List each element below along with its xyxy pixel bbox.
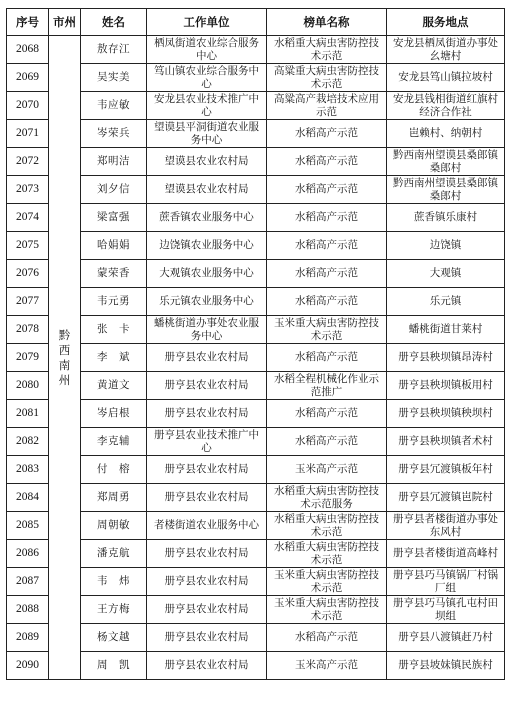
- header-seq: 序号: [7, 9, 49, 36]
- cell-place: [387, 456, 505, 484]
- cell-place-text: 册亨县秧坝镇秧坝村: [398, 407, 493, 419]
- cell-seq: 2089: [7, 624, 49, 652]
- cell-unit-text: 册亨县农业技术推广中心: [154, 428, 259, 454]
- cell-unit: [147, 288, 267, 316]
- cell-seq: 2081: [7, 400, 49, 428]
- cell-list: [267, 372, 387, 400]
- cell-place: [387, 316, 505, 344]
- cell-place: [387, 568, 505, 596]
- cell-unit-text: 册亨县农业农村局: [164, 631, 249, 643]
- cell-name: 吴实美: [81, 64, 147, 92]
- cell-name: 王方梅: [81, 596, 147, 624]
- cell-seq: 2068: [7, 36, 49, 64]
- header-place: 服务地点: [387, 9, 505, 36]
- cell-name: 李克辅: [81, 428, 147, 456]
- cell-list-text: 水稻高产示范: [295, 211, 358, 223]
- cell-list: [267, 484, 387, 512]
- cell-list: [267, 288, 387, 316]
- cell-place-text: 边饶镇: [429, 239, 462, 251]
- cell-seq: 2083: [7, 456, 49, 484]
- cell-list: [267, 64, 387, 92]
- cell-unit-text: 册亨县农业农村局: [164, 351, 249, 363]
- cell-list: [267, 344, 387, 372]
- cell-unit: [147, 92, 267, 120]
- cell-list-text: 玉米高产示范: [295, 659, 358, 671]
- cell-list: [267, 176, 387, 204]
- cell-unit-text: 笃山镇农业综合服务中心: [154, 64, 259, 90]
- cell-unit: [147, 204, 267, 232]
- cell-unit: [147, 316, 267, 344]
- cell-city: [49, 36, 81, 680]
- cell-unit: [147, 456, 267, 484]
- cell-unit-text: 册亨县农业农村局: [164, 463, 249, 475]
- cell-place-text: 册亨县者楼街道高峰村: [393, 547, 498, 559]
- cell-place: [387, 540, 505, 568]
- cell-place: [387, 372, 505, 400]
- cell-list-text: 水稻高产示范: [295, 295, 358, 307]
- cell-unit: [147, 232, 267, 260]
- cell-place: [387, 400, 505, 428]
- cell-list: [267, 652, 387, 680]
- cell-unit: [147, 400, 267, 428]
- cell-unit-text: 蔗香镇农业服务中心: [159, 211, 254, 223]
- cell-unit-text: 边饶镇农业服务中心: [159, 239, 254, 251]
- cell-place: [387, 652, 505, 680]
- table-row: [7, 260, 505, 288]
- cell-unit-text: 安龙县农业技术推广中心: [154, 92, 259, 118]
- cell-place-text: 蟠桃街道甘莱村: [408, 323, 483, 335]
- cell-name: 岑启根: [81, 400, 147, 428]
- cell-name: 黄道文: [81, 372, 147, 400]
- cell-place-text: 册亨县冗渡镇岜院村: [398, 491, 493, 503]
- cell-list: [267, 428, 387, 456]
- cell-seq: 2078: [7, 316, 49, 344]
- cell-name: 周 凯: [81, 652, 147, 680]
- cell-unit-text: 蟠桃街道办事处农业服务中心: [154, 316, 259, 342]
- cell-unit: [147, 120, 267, 148]
- cell-unit-text: 册亨县农业农村局: [164, 547, 249, 559]
- cell-name: 敖存江: [81, 36, 147, 64]
- cell-name: 杨文越: [81, 624, 147, 652]
- table-row: [7, 372, 505, 400]
- cell-name: 郑明洁: [81, 148, 147, 176]
- cell-list-text: 水稻重大病虫害防控技术示范: [274, 36, 379, 62]
- table-row: [7, 176, 505, 204]
- cell-place: [387, 148, 505, 176]
- cell-place-text: 安龙县笃山镇拉坡村: [398, 71, 493, 83]
- table-row: [7, 232, 505, 260]
- cell-unit: [147, 64, 267, 92]
- cell-unit: [147, 484, 267, 512]
- table-row: [7, 540, 505, 568]
- cell-list: [267, 36, 387, 64]
- cell-list: [267, 540, 387, 568]
- cell-seq: 2069: [7, 64, 49, 92]
- cell-seq: 2085: [7, 512, 49, 540]
- cell-place-text: 册亨县巧马镇孔屯村田坝组: [393, 596, 498, 622]
- cell-place: [387, 484, 505, 512]
- cell-unit-text: 乐元镇农业服务中心: [159, 295, 254, 307]
- cell-place: [387, 232, 505, 260]
- cell-place: [387, 596, 505, 624]
- table-row: [7, 428, 505, 456]
- cell-seq: 2087: [7, 568, 49, 596]
- table-row: [7, 204, 505, 232]
- cell-name: 梁富强: [81, 204, 147, 232]
- cell-list: [267, 568, 387, 596]
- cell-unit: [147, 428, 267, 456]
- cell-list: [267, 596, 387, 624]
- cell-place-text: 册亨县八渡镇赶乃村: [398, 631, 493, 643]
- cell-list-text: 水稻重大病虫害防控技术示范: [274, 512, 379, 538]
- table-row: [7, 456, 505, 484]
- cell-seq: 2079: [7, 344, 49, 372]
- cell-name: 蒙荣香: [81, 260, 147, 288]
- cell-place-text: 册亨县秧坝镇昂涛村: [398, 351, 493, 363]
- cell-place-text: 岜赖村、纳朝村: [408, 127, 483, 139]
- table-row: [7, 120, 505, 148]
- cell-list: [267, 92, 387, 120]
- table-row: [7, 624, 505, 652]
- table-row: [7, 316, 505, 344]
- cell-list: [267, 232, 387, 260]
- cell-list-text: 水稻高产示范: [295, 407, 358, 419]
- cell-list-text: 水稻高产示范: [295, 267, 358, 279]
- cell-list: [267, 624, 387, 652]
- cell-list: [267, 400, 387, 428]
- cell-place: [387, 64, 505, 92]
- cell-seq: 2080: [7, 372, 49, 400]
- cell-place-text: 蔗香镇乐康村: [414, 211, 477, 223]
- table-row: [7, 344, 505, 372]
- cell-place: [387, 288, 505, 316]
- cell-list-text: 玉米重大病虫害防控技术示范: [274, 596, 379, 622]
- cell-seq: 2090: [7, 652, 49, 680]
- cell-seq: 2074: [7, 204, 49, 232]
- cell-list: [267, 204, 387, 232]
- table-row: [7, 64, 505, 92]
- cell-place-text: 册亨县坡妹镇民族村: [398, 659, 493, 671]
- cell-unit-text: 册亨县农业农村局: [164, 659, 249, 671]
- cell-name: 李 斌: [81, 344, 147, 372]
- cell-name: 岑荣兵: [81, 120, 147, 148]
- cell-unit-text: 栖凤街道农业综合服务中心: [154, 36, 259, 62]
- cell-list-text: 水稻高产示范: [295, 631, 358, 643]
- cell-place-text: 册亨县巧马镇锅厂村锅厂组: [393, 568, 498, 594]
- table-body: [7, 36, 505, 680]
- cell-unit-text: 册亨县农业农村局: [164, 575, 249, 587]
- cell-list-text: 水稻全程机械化作业示范推广: [274, 372, 379, 398]
- cell-place: [387, 428, 505, 456]
- cell-place-text: 册亨县秧坝镇板用村: [398, 379, 493, 391]
- table-row: [7, 400, 505, 428]
- cell-seq: 2071: [7, 120, 49, 148]
- cell-list: [267, 148, 387, 176]
- cell-list: [267, 316, 387, 344]
- cell-unit: [147, 652, 267, 680]
- cell-unit-text: 大观镇农业服务中心: [159, 267, 254, 279]
- cell-place: [387, 204, 505, 232]
- table-row: [7, 484, 505, 512]
- cell-list-text: 水稻高产示范: [295, 351, 358, 363]
- table-row: [7, 92, 505, 120]
- cell-name: 韦元勇: [81, 288, 147, 316]
- cell-name: 刘夕信: [81, 176, 147, 204]
- cell-list-text: 水稻重大病虫害防控技术示范服务: [274, 484, 379, 510]
- cell-list-text: 玉米重大病虫害防控技术示范: [274, 568, 379, 594]
- cell-place: [387, 512, 505, 540]
- cell-name: 张 卡: [81, 316, 147, 344]
- cell-seq: 2076: [7, 260, 49, 288]
- cell-place: [387, 260, 505, 288]
- cell-name: 付 榕: [81, 456, 147, 484]
- cell-seq: 2070: [7, 92, 49, 120]
- cell-unit: [147, 344, 267, 372]
- cell-place-text: 安龙县栖凤街道办事处幺塘村: [393, 36, 498, 62]
- cell-seq: 2073: [7, 176, 49, 204]
- cell-seq: 2084: [7, 484, 49, 512]
- table-row: [7, 36, 505, 64]
- cell-name: 郑周勇: [81, 484, 147, 512]
- cell-place-text: 黔西南州望谟县桑郎镇桑郎村: [393, 176, 498, 202]
- cell-seq: 2075: [7, 232, 49, 260]
- table-row: [7, 148, 505, 176]
- cell-unit-text: 望谟县农业农村局: [164, 155, 249, 167]
- city-text: 黔西南州: [58, 327, 71, 387]
- cell-unit: [147, 36, 267, 64]
- table-row: [7, 596, 505, 624]
- cell-seq: 2077: [7, 288, 49, 316]
- cell-list-text: 高粱高产栽培技术应用示范: [274, 92, 379, 118]
- cell-place-text: 册亨县冗渡镇板年村: [398, 463, 493, 475]
- cell-unit-text: 望谟县农业农村局: [164, 183, 249, 195]
- cell-seq: 2082: [7, 428, 49, 456]
- cell-place: [387, 120, 505, 148]
- cell-unit: [147, 148, 267, 176]
- cell-list-text: 水稻高产示范: [295, 127, 358, 139]
- table-row: [7, 568, 505, 596]
- cell-list: [267, 120, 387, 148]
- header-unit: 工作单位: [147, 9, 267, 36]
- cell-name: 周朝敏: [81, 512, 147, 540]
- table-row: [7, 652, 505, 680]
- cell-unit: [147, 176, 267, 204]
- cell-place-text: 黔西南州望谟县桑郎镇桑郎村: [393, 148, 498, 174]
- cell-list-text: 高粱重大病虫害防控技术示范: [274, 64, 379, 90]
- cell-list: [267, 512, 387, 540]
- cell-place: [387, 36, 505, 64]
- header-name: 姓名: [81, 9, 147, 36]
- cell-place: [387, 176, 505, 204]
- cell-unit-text: 册亨县农业农村局: [164, 603, 249, 615]
- table-row: [7, 288, 505, 316]
- cell-place: [387, 624, 505, 652]
- cell-list: [267, 456, 387, 484]
- cell-seq: 2088: [7, 596, 49, 624]
- table-row: [7, 512, 505, 540]
- cell-list-text: 玉米高产示范: [295, 463, 358, 475]
- cell-name: 潘克航: [81, 540, 147, 568]
- cell-list-text: 水稻高产示范: [295, 239, 358, 251]
- cell-list-text: 水稻高产示范: [295, 183, 358, 195]
- cell-place-text: 册亨县者楼街道办事处东风村: [393, 512, 498, 538]
- cell-unit-text: 者楼街道农业服务中心: [154, 519, 259, 531]
- cell-place: [387, 344, 505, 372]
- cell-place-text: 乐元镇: [429, 295, 462, 307]
- cell-unit-text: 册亨县农业农村局: [164, 407, 249, 419]
- cell-unit-text: 册亨县农业农村局: [164, 379, 249, 391]
- cell-list-text: 玉米重大病虫害防控技术示范: [274, 316, 379, 342]
- cell-place-text: 册亨县秧坝镇者术村: [398, 435, 493, 447]
- cell-unit: [147, 624, 267, 652]
- cell-place: [387, 92, 505, 120]
- list-table: [6, 8, 505, 680]
- cell-list-text: 水稻高产示范: [295, 155, 358, 167]
- cell-unit: [147, 568, 267, 596]
- cell-unit: [147, 540, 267, 568]
- cell-unit-text: 册亨县农业农村局: [164, 491, 249, 503]
- cell-list-text: 水稻重大病虫害防控技术示范: [274, 540, 379, 566]
- cell-name: 哈娟娟: [81, 232, 147, 260]
- cell-unit: [147, 372, 267, 400]
- header-row: [7, 9, 505, 36]
- header-city: 市州: [49, 9, 81, 36]
- cell-unit-text: 望谟县平洞街道农业服务中心: [154, 120, 259, 146]
- header-list: 榜单名称: [267, 9, 387, 36]
- cell-list: [267, 260, 387, 288]
- cell-unit: [147, 596, 267, 624]
- cell-unit: [147, 512, 267, 540]
- cell-list-text: 水稻高产示范: [295, 435, 358, 447]
- cell-seq: 2086: [7, 540, 49, 568]
- cell-name: 韦应敏: [81, 92, 147, 120]
- cell-unit: [147, 260, 267, 288]
- cell-place-text: 安龙县钱相街道红旗村经济合作社: [393, 92, 498, 118]
- cell-name: 韦 炜: [81, 568, 147, 596]
- cell-seq: 2072: [7, 148, 49, 176]
- cell-place-text: 大观镇: [429, 267, 462, 279]
